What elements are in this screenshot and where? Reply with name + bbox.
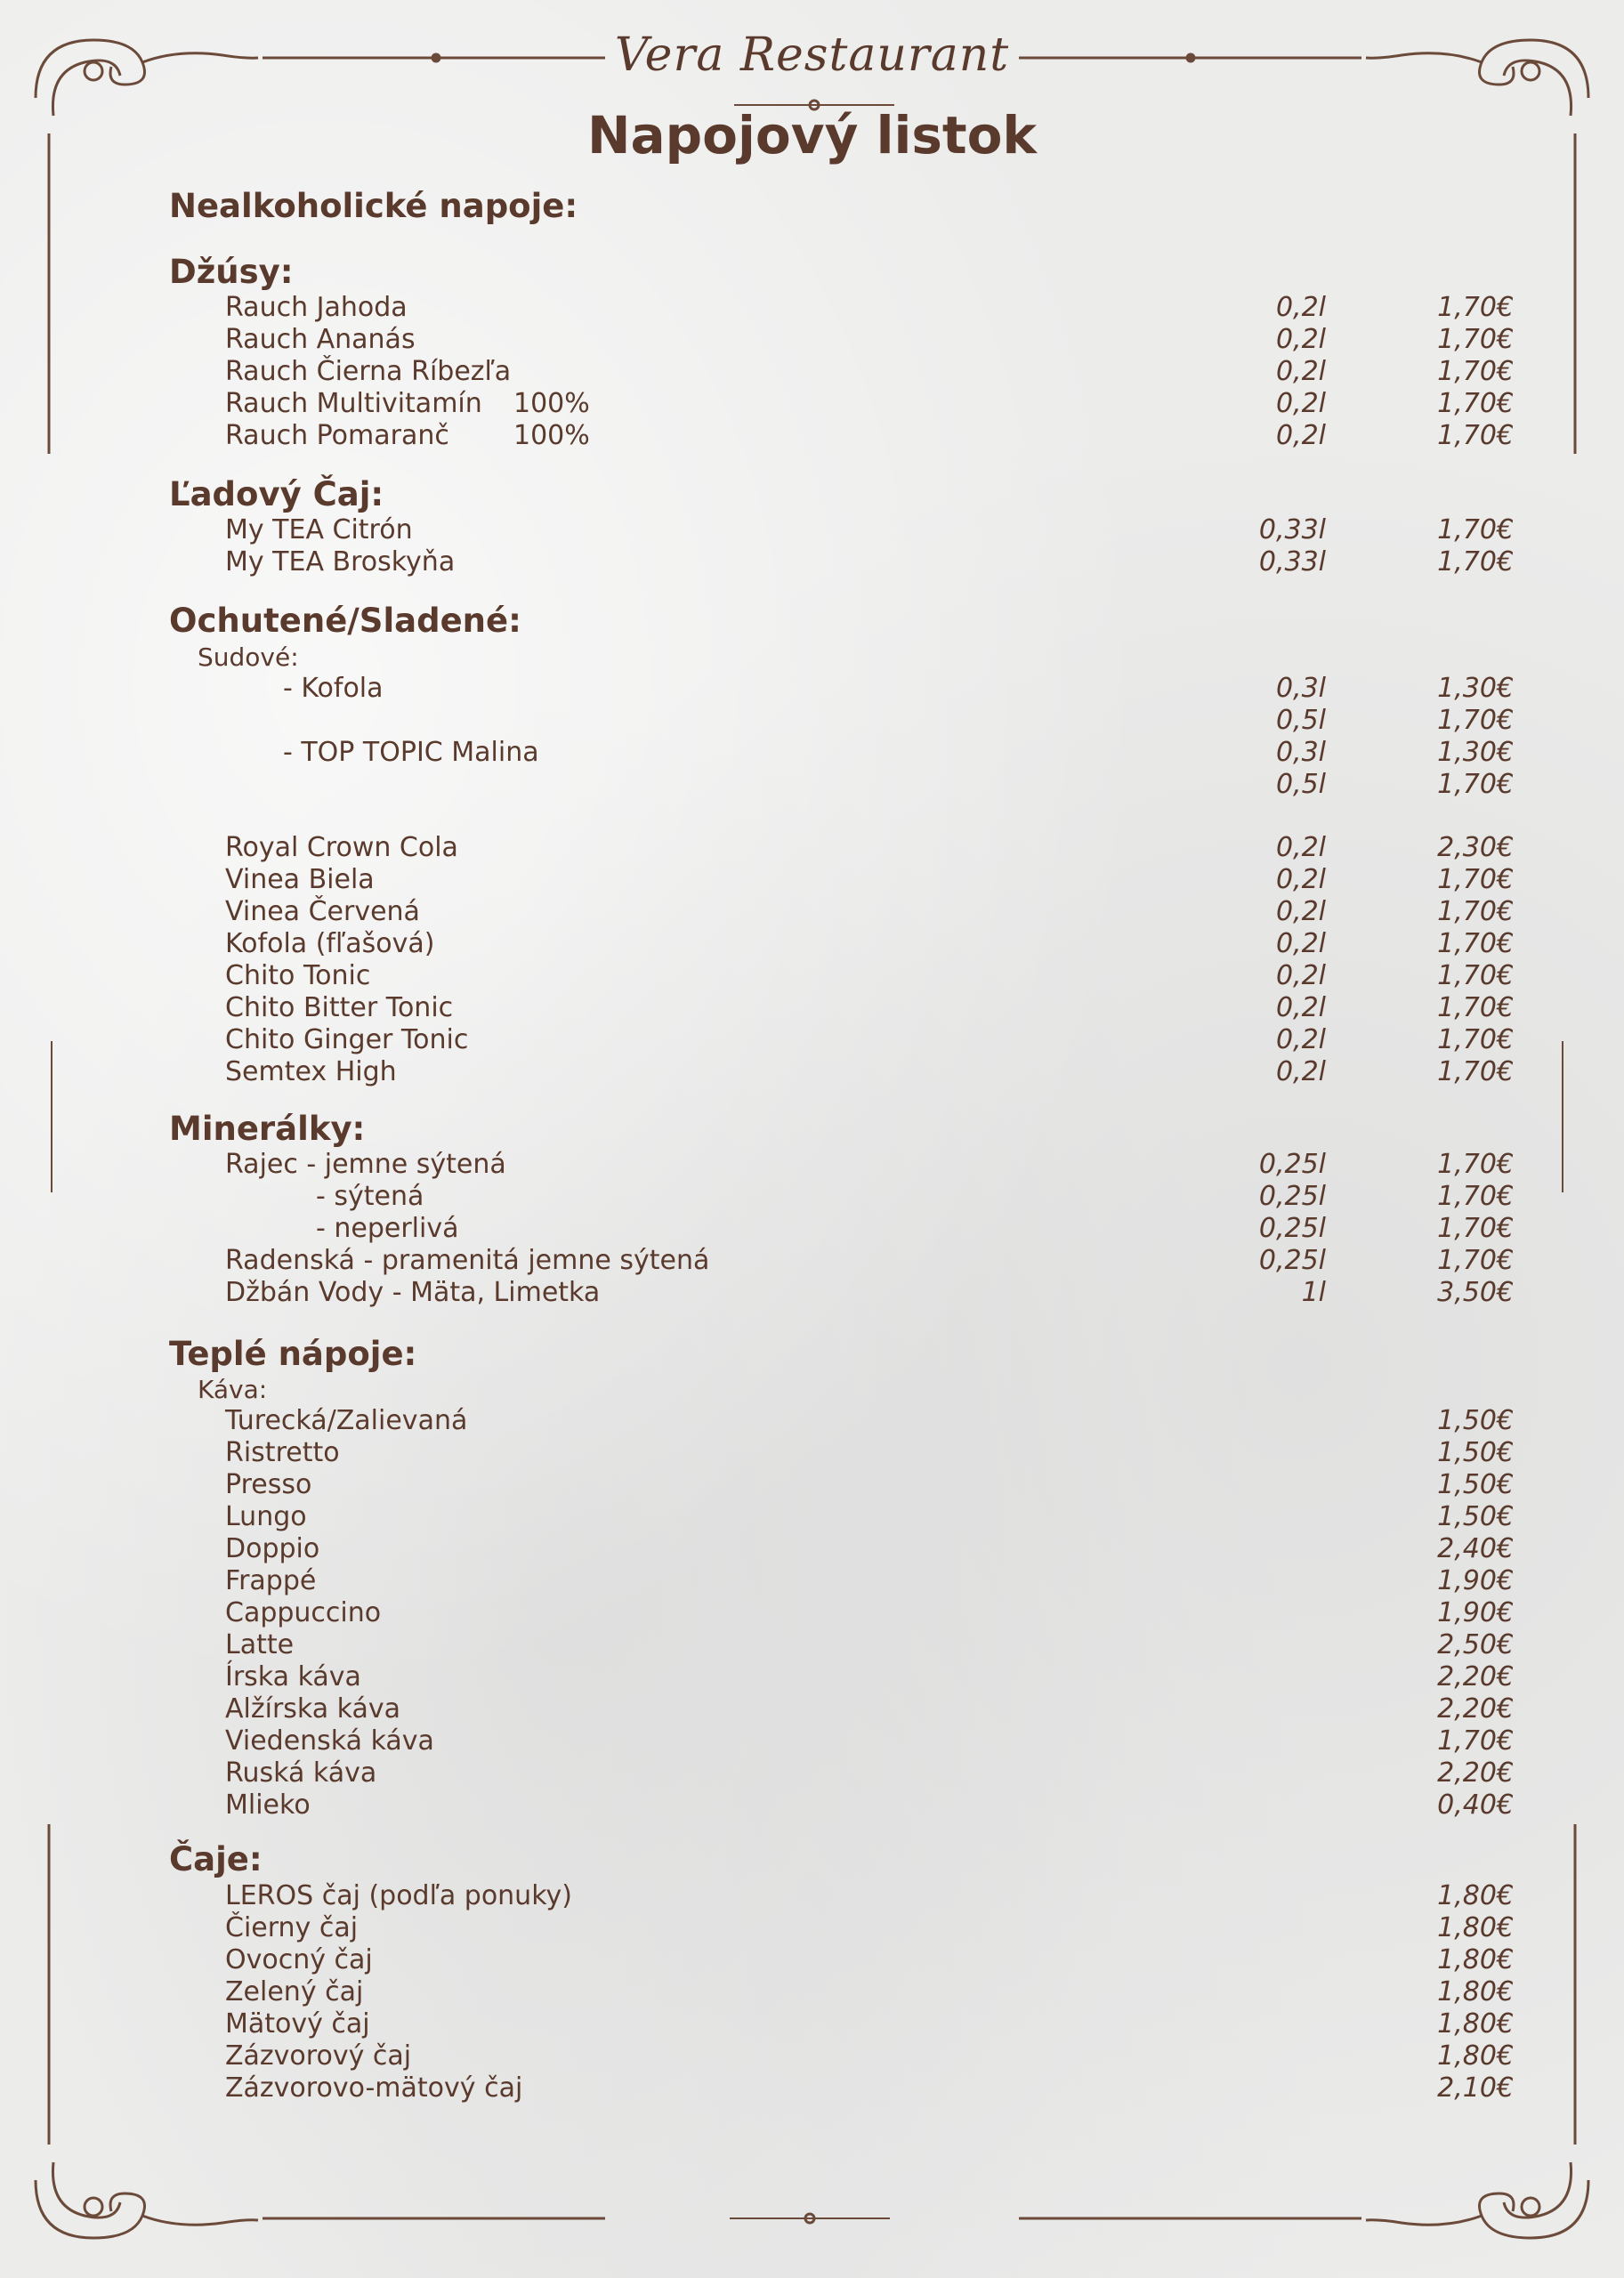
menu-item: [0, 1533, 1624, 1565]
item-price: 1,50€: [1437, 1437, 1514, 1468]
item-price: 1,80€: [1437, 1880, 1514, 1911]
item-name: Čierny čaj: [225, 1912, 359, 1943]
section-mineralky: Minerálky:: [169, 1110, 366, 1148]
item-price: 1,50€: [1437, 1405, 1514, 1436]
item-price: 1,70€: [1437, 514, 1514, 545]
menu-item: [0, 388, 1624, 420]
item-name: Ristretto: [225, 1437, 340, 1468]
item-price: 1,70€: [1437, 864, 1514, 895]
section-nealko: Nealkoholické napoje:: [169, 187, 578, 225]
menu-item: [0, 1912, 1624, 1944]
item-name: - sýtená: [316, 1181, 424, 1212]
item-price: 3,50€: [1437, 1277, 1514, 1308]
menu-item: [0, 1789, 1624, 1822]
menu-item: [0, 292, 1624, 324]
menu-item: [0, 705, 1624, 737]
item-price: 1,70€: [1437, 1024, 1514, 1055]
item-price: 1,70€: [1437, 1245, 1514, 1276]
item-price: 2,40€: [1437, 1533, 1514, 1564]
item-price: 1,70€: [1437, 769, 1514, 800]
item-name: Chito Bitter Tonic: [225, 992, 454, 1023]
item-vol: 0,2l: [1275, 1056, 1326, 1087]
menu-item: [0, 1661, 1624, 1693]
item-vol: 0,2l: [1275, 324, 1326, 355]
item-name: Rauch Pomaranč: [225, 420, 449, 451]
menu-item: [0, 769, 1624, 801]
item-name: - neperlivá: [316, 1213, 459, 1244]
item-name: Chito Tonic: [225, 960, 371, 991]
item-price: 1,70€: [1437, 960, 1514, 991]
item-price: 1,70€: [1437, 546, 1514, 578]
item-price: 2,30€: [1437, 832, 1514, 863]
item-price: 1,70€: [1437, 292, 1514, 323]
item-price: 0,40€: [1437, 1789, 1514, 1821]
item-price: 1,50€: [1437, 1501, 1514, 1532]
item-name: Chito Ginger Tonic: [225, 1024, 469, 1055]
item-price: 1,90€: [1437, 1565, 1514, 1596]
item-name: Džbán Vody - Mäta, Limetka: [225, 1277, 601, 1308]
menu-item: [0, 1880, 1624, 1912]
item-name: - TOP TOPIC Malina: [283, 737, 539, 768]
item-price: 1,30€: [1437, 737, 1514, 768]
item-price: 1,70€: [1437, 1213, 1514, 1244]
item-vol: 0,2l: [1275, 960, 1326, 991]
item-vol: 0,2l: [1275, 292, 1326, 323]
item-name: Mätový čaj: [225, 2008, 370, 2040]
item-name: Semtex High: [225, 1056, 397, 1087]
menu-item: [0, 1597, 1624, 1629]
item-extra: 100%: [513, 388, 590, 419]
item-vol: 0,25l: [1258, 1245, 1326, 1276]
item-name: Turecká/Zalievaná: [225, 1405, 468, 1436]
item-vol: 0,5l: [1275, 769, 1326, 800]
item-price: 1,70€: [1437, 896, 1514, 927]
menu-item: [0, 546, 1624, 578]
item-vol: 0,33l: [1258, 546, 1326, 578]
item-vol: 0,2l: [1275, 896, 1326, 927]
restaurant-brand: Vera Restaurant: [614, 28, 1010, 82]
item-vol: 0,2l: [1275, 928, 1326, 959]
item-name: Viedenská káva: [225, 1725, 434, 1757]
item-name: Zázvorový čaj: [225, 2040, 412, 2072]
section-ladovy: Ľadový Čaj:: [169, 475, 384, 513]
section-caje: Čaje:: [169, 1840, 263, 1878]
item-vol: 0,25l: [1258, 1181, 1326, 1212]
item-price: 1,70€: [1437, 324, 1514, 355]
menu-item: [0, 896, 1624, 928]
item-price: 2,20€: [1437, 1757, 1514, 1789]
item-vol: 0,2l: [1275, 356, 1326, 387]
item-vol: 1l: [1301, 1277, 1326, 1308]
section-dzusy: Džúsy:: [169, 253, 294, 291]
section-teple: Teplé nápoje:: [169, 1335, 417, 1373]
menu-item: [0, 928, 1624, 960]
menu-item: [0, 1565, 1624, 1597]
item-name: Rauch Ananás: [225, 324, 416, 355]
item-price: 1,80€: [1437, 2008, 1514, 2040]
item-price: 1,70€: [1437, 705, 1514, 736]
item-price: 2,20€: [1437, 1693, 1514, 1725]
menu-item: [0, 1757, 1624, 1789]
item-vol: 0,3l: [1275, 737, 1326, 768]
item-name: Rajec - jemne sýtená: [225, 1149, 506, 1180]
item-vol: 0,5l: [1275, 705, 1326, 736]
item-price: 1,30€: [1437, 673, 1514, 704]
item-vol: 0,2l: [1275, 992, 1326, 1023]
item-price: 1,50€: [1437, 1469, 1514, 1500]
item-vol: 0,33l: [1258, 514, 1326, 545]
menu-item: [0, 960, 1624, 992]
item-name: Presso: [225, 1469, 312, 1500]
page-title: Napojový listok: [586, 105, 1037, 166]
item-price: 2,10€: [1437, 2072, 1514, 2104]
item-name: Mlieko: [225, 1789, 311, 1821]
item-name: My TEA Broskyňa: [225, 546, 456, 578]
item-price: 1,70€: [1437, 992, 1514, 1023]
item-price: 1,70€: [1437, 420, 1514, 451]
item-vol: 0,25l: [1258, 1213, 1326, 1244]
item-price: 1,70€: [1437, 1181, 1514, 1212]
section-kava: Káva:: [198, 1375, 268, 1404]
item-price: 2,50€: [1437, 1629, 1514, 1660]
item-name: Royal Crown Cola: [225, 832, 458, 863]
menu-item: [0, 1277, 1624, 1309]
item-name: Lungo: [225, 1501, 307, 1532]
menu-item: [0, 1213, 1624, 1245]
item-name: Ovocný čaj: [225, 1944, 373, 1975]
item-name: Zázvorovo-mätový čaj: [225, 2072, 523, 2104]
menu-item: [0, 2072, 1624, 2104]
menu-item: [0, 1976, 1624, 2008]
menu-item: [0, 1725, 1624, 1757]
item-vol: 0,2l: [1275, 864, 1326, 895]
item-vol: 0,3l: [1275, 673, 1326, 704]
menu-item: [0, 1405, 1624, 1437]
menu-item: [0, 1437, 1624, 1469]
item-price: 1,70€: [1437, 388, 1514, 419]
item-price: 1,70€: [1437, 1056, 1514, 1087]
item-name: Vinea Biela: [225, 864, 375, 895]
item-name: Ruská káva: [225, 1757, 377, 1789]
menu-item: [0, 1944, 1624, 1976]
menu-item: [0, 1181, 1624, 1213]
menu-item: [0, 514, 1624, 546]
item-price: 1,80€: [1437, 1912, 1514, 1943]
item-name: Frappé: [225, 1565, 317, 1596]
menu-item: [0, 832, 1624, 864]
item-vol: 0,2l: [1275, 1024, 1326, 1055]
menu-item: [0, 1469, 1624, 1501]
item-vol: 0,2l: [1275, 388, 1326, 419]
menu-item: [0, 356, 1624, 388]
menu-item: [0, 1245, 1624, 1277]
section-ochutene: Ochutené/Sladené:: [169, 602, 521, 640]
item-vol: 0,25l: [1258, 1149, 1326, 1180]
item-price: 1,70€: [1437, 1725, 1514, 1757]
menu-item: [0, 1629, 1624, 1661]
menu-item: [0, 324, 1624, 356]
item-price: 1,80€: [1437, 1944, 1514, 1975]
menu-item: [0, 1501, 1624, 1533]
item-name: - Kofola: [283, 673, 384, 704]
item-name: LEROS čaj (podľa ponuky): [225, 1880, 572, 1911]
item-name: Latte: [225, 1629, 295, 1660]
item-name: Rauch Multivitamín: [225, 388, 482, 419]
item-price: 1,70€: [1437, 356, 1514, 387]
menu-item: [0, 992, 1624, 1024]
item-name: Radenská - pramenitá jemne sýtená: [225, 1245, 710, 1276]
item-name: Rauch Jahoda: [225, 292, 408, 323]
item-name: Kofola (fľašová): [225, 928, 435, 959]
section-sudove: Sudové:: [198, 642, 299, 672]
menu-item: [0, 420, 1624, 452]
menu-item: [0, 2008, 1624, 2040]
item-name: My TEA Citrón: [225, 514, 413, 545]
item-price: 2,20€: [1437, 1661, 1514, 1692]
item-name: Doppio: [225, 1533, 320, 1564]
item-name: Alžírska káva: [225, 1693, 401, 1725]
menu-item: [0, 864, 1624, 896]
menu-item: [0, 1149, 1624, 1181]
item-name: Vinea Červená: [225, 896, 420, 927]
item-vol: 0,2l: [1275, 832, 1326, 863]
item-vol: 0,2l: [1275, 420, 1326, 451]
item-price: 1,80€: [1437, 2040, 1514, 2072]
item-name: Zelený čaj: [225, 1976, 364, 2007]
item-name: Rauch Čierna Ríbezľa: [225, 356, 512, 387]
menu-item: [0, 737, 1624, 769]
item-price: 1,70€: [1437, 928, 1514, 959]
menu-item: [0, 1056, 1624, 1088]
menu-item: [0, 673, 1624, 705]
menu-item: [0, 1024, 1624, 1056]
item-price: 1,90€: [1437, 1597, 1514, 1628]
item-name: Cappuccino: [225, 1597, 382, 1628]
menu-item: [0, 2040, 1624, 2072]
item-price: 1,70€: [1437, 1149, 1514, 1180]
menu-item: [0, 1693, 1624, 1725]
item-extra: 100%: [513, 420, 590, 451]
item-price: 1,80€: [1437, 1976, 1514, 2007]
item-name: Írska káva: [225, 1661, 361, 1692]
